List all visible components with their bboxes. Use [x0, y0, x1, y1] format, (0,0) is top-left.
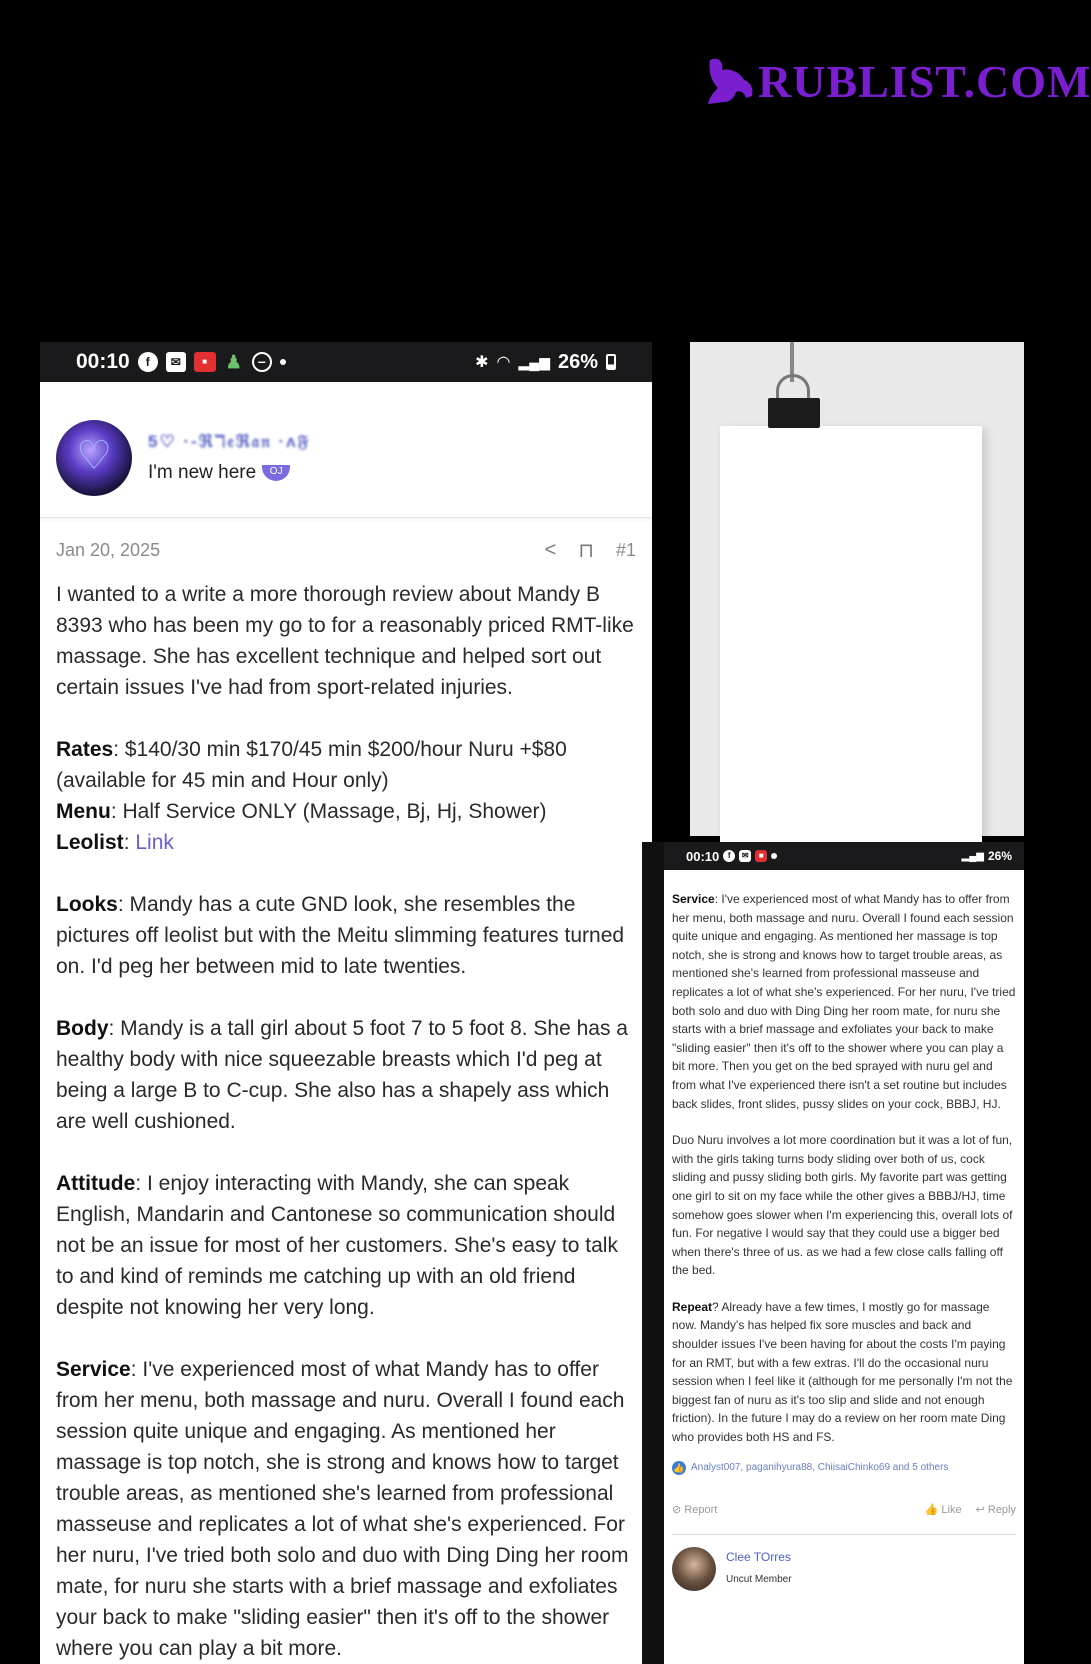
looks-label: Looks: [56, 893, 118, 916]
clipboard-paper: [690, 342, 1024, 836]
logo-text: RUBLIST.COM: [758, 55, 1091, 107]
report-button[interactable]: ⊘ Report: [672, 1504, 718, 1517]
user-badge: OJ: [262, 465, 290, 481]
service-text: : I've experienced most of what Mandy has to offer from her menu, both massage and nuru. Overall I found each session quite unique and engaging. As mentioned her massage is top notch, she is strong and knows how to target trouble areas, as mentioned she's learned from professional masseuse and replicates a lot of what she's experienced. For her nuru, I've tried both solo and duo with Ding Ding her room mate, for nuru she starts with a brief massage and exfoliates your back to make "sliding easier" then it's off to the shower where you can play a bit more.: [56, 1358, 629, 1660]
status-bar: [40, 342, 652, 382]
status-bar-small: [664, 842, 1024, 870]
battery-percent: 26%: [557, 350, 598, 373]
logo-silhouette-icon: [700, 52, 758, 110]
repeat-label: Repeat: [672, 1299, 713, 1314]
paper-sheet: [720, 426, 982, 846]
service-paragraph: [56, 1354, 636, 1664]
service-label-small: Service: [672, 892, 715, 906]
main-screenshot: [40, 342, 652, 1664]
battery-icon: [606, 354, 616, 370]
menu-label: Menu: [56, 800, 111, 823]
reactions-text[interactable]: Analyst007, paganihyura88, ChiisaiChinko69 and 5 others: [691, 1461, 949, 1473]
repeat-paragraph: [672, 1298, 1016, 1447]
bluetooth-icon: ✱: [475, 354, 489, 371]
avatar[interactable]: [56, 420, 132, 496]
status-time-small: 00:10: [686, 848, 720, 864]
reactions-row[interactable]: [672, 1459, 1016, 1478]
menu-text: : Half Service ONLY (Massage, Bj, Hj, Shower): [110, 800, 547, 823]
menu-line: [56, 796, 636, 827]
user-card: [40, 398, 652, 518]
username[interactable]: 5♡ ·-ℜℸ𝔢ℜ𝔞𝔫 ·ʌ𝔉: [148, 431, 311, 451]
body-text: : Mandy is a tall girl about 5 foot 7 to 5 foot 8. She has a healthy body with nice squeezable breasts which I'd peg at being a large B to C-cup. She also has a shapely ass which are well cushioned.: [56, 1017, 628, 1133]
facebook-icon: f: [138, 352, 158, 372]
post-date[interactable]: Jan 20, 2025: [56, 540, 161, 560]
minus-circle-icon: –: [252, 352, 272, 372]
bookmark-icon[interactable]: ⊓: [578, 540, 594, 562]
next-author-name[interactable]: Clee TOrres: [726, 1550, 791, 1565]
rates-label: Rates: [56, 738, 114, 761]
status-time: 00:10: [76, 350, 130, 373]
next-post-author: [672, 1547, 1016, 1591]
leolist-line: [56, 827, 636, 858]
leolist-link[interactable]: Link: [135, 831, 174, 854]
repeat-text: ? Already have a few times, I mostly go for massage now. Mandy's has helped fix sore muscles and back and shoulder issues I've been having for about the costs I'm paying for an RMT, but with a few extras. I'll do the occasional nuru session when I feel like it (although for me personally I'm not the biggest fan of nuru as it's too slip and slide and not enough friction). In the future I may do a review on her room mate Ding who provides both HS and FS.: [672, 1299, 1013, 1445]
runner-icon: ♟: [225, 352, 242, 372]
news-icon: ■: [194, 352, 216, 372]
reply-button[interactable]: ↩ Reply: [975, 1504, 1016, 1517]
avatar[interactable]: [672, 1547, 716, 1591]
rates-menu-block: [56, 734, 636, 858]
signal-icon: ▂▄▆: [961, 850, 984, 862]
notification-dot-icon: [771, 853, 777, 859]
heart-icon: ♡: [76, 433, 112, 478]
looks-paragraph: [56, 889, 636, 982]
battery-percent-small: 26%: [987, 849, 1012, 863]
facebook-icon: f: [723, 850, 735, 862]
user-title: I'm new here: [148, 461, 257, 483]
looks-text: : Mandy has a cute GND look, she resembles the pictures off leolist but with the Meitu slimming features turned on. I'd peg her between mid to late twenties.: [56, 893, 625, 978]
rates-line: [56, 734, 636, 796]
mail-icon: ✉: [739, 850, 751, 862]
report-label: Report: [684, 1504, 718, 1517]
binder-clip-icon: [768, 398, 820, 428]
post-body: [40, 563, 652, 1664]
next-author-role: Uncut Member: [726, 1573, 792, 1585]
service-paragraph-small: [672, 890, 1016, 1113]
attitude-paragraph: [56, 1168, 636, 1323]
mail-icon: ✉: [166, 352, 186, 372]
service-label: Service: [56, 1358, 131, 1381]
signal-icon: ▂▄▆: [518, 353, 550, 370]
body-paragraph: [56, 1013, 636, 1137]
notification-dot-icon: [280, 359, 286, 365]
rublist-logo: [700, 52, 1091, 110]
like-label: Like: [941, 1504, 962, 1517]
reply-label: Reply: [987, 1504, 1016, 1517]
like-button[interactable]: 👍 Like: [924, 1504, 962, 1517]
body-label: Body: [56, 1017, 109, 1040]
post-body-small: [664, 870, 1024, 1591]
share-icon[interactable]: <: [544, 539, 557, 561]
post-intro: I wanted to a write a more thorough review about Mandy B 8393 who has been my go to for a reasonably priced RMT-like massage. She has excellent technique and helped sort out certain issues I've had from sport-related injuries.: [56, 583, 634, 699]
service-text-small: : I've experienced most of what Mandy has to offer from her menu, both massage and nuru. Overall I found each session quite unique and engaging. As mentioned her massage is top notch, she is strong and knows how to target trouble areas, as mentioned she's learned from professional masseuse and replicates a lot of what she's experienced. For her nuru, I've tried both solo and duo with Ding Ding her room mate, for nuru she starts with a brief massage and exfoliates your back to make "sliding easier" then it's off to the shower where you can play a bit more. Then you get on the bed sprayed with nuru gel and from what I've experienced there isn't a set routine but includes back slides, front slides, pussy slides on your cock, BBBJ, HJ.: [672, 892, 1016, 1111]
leolist-sep: :: [123, 831, 136, 854]
attitude-label: Attitude: [56, 1172, 136, 1195]
leolist-label: Leolist: [56, 831, 124, 854]
post-footer: [672, 1501, 1016, 1535]
like-reaction-icon: 👍: [673, 1462, 685, 1473]
post-meta: [40, 518, 652, 563]
post-number[interactable]: #1: [615, 540, 636, 560]
rates-text: : $140/30 min $170/45 min $200/hour Nuru +$80 (available for 45 min and Hour only): [56, 738, 567, 792]
attitude-text: : I enjoy interacting with Mandy, she can speak English, Mandarin and Cantonese so communication should not be an issue for most of her customers. She's easy to talk to and kind of reminds me catching up with an old friend despite not knowing her very long.: [56, 1172, 618, 1319]
second-screenshot: [642, 842, 1024, 1664]
duo-paragraph: Duo Nuru involves a lot more coordination but it was a lot of fun, with the girls taking turns body sliding over both of us, cock sliding and pussy sliding both girls. My favorite part was getting one girl to sit on my face while the other gives a BBBJ/HJ, time somehow goes slower when I'm experiencing this, overall lots of fun. For negative I would say that they could use a bigger bed when there's three of us. as we had a few close calls falling off the bed.: [672, 1133, 1013, 1278]
wifi-icon: ◠: [496, 354, 511, 371]
news-icon: ■: [755, 850, 767, 862]
